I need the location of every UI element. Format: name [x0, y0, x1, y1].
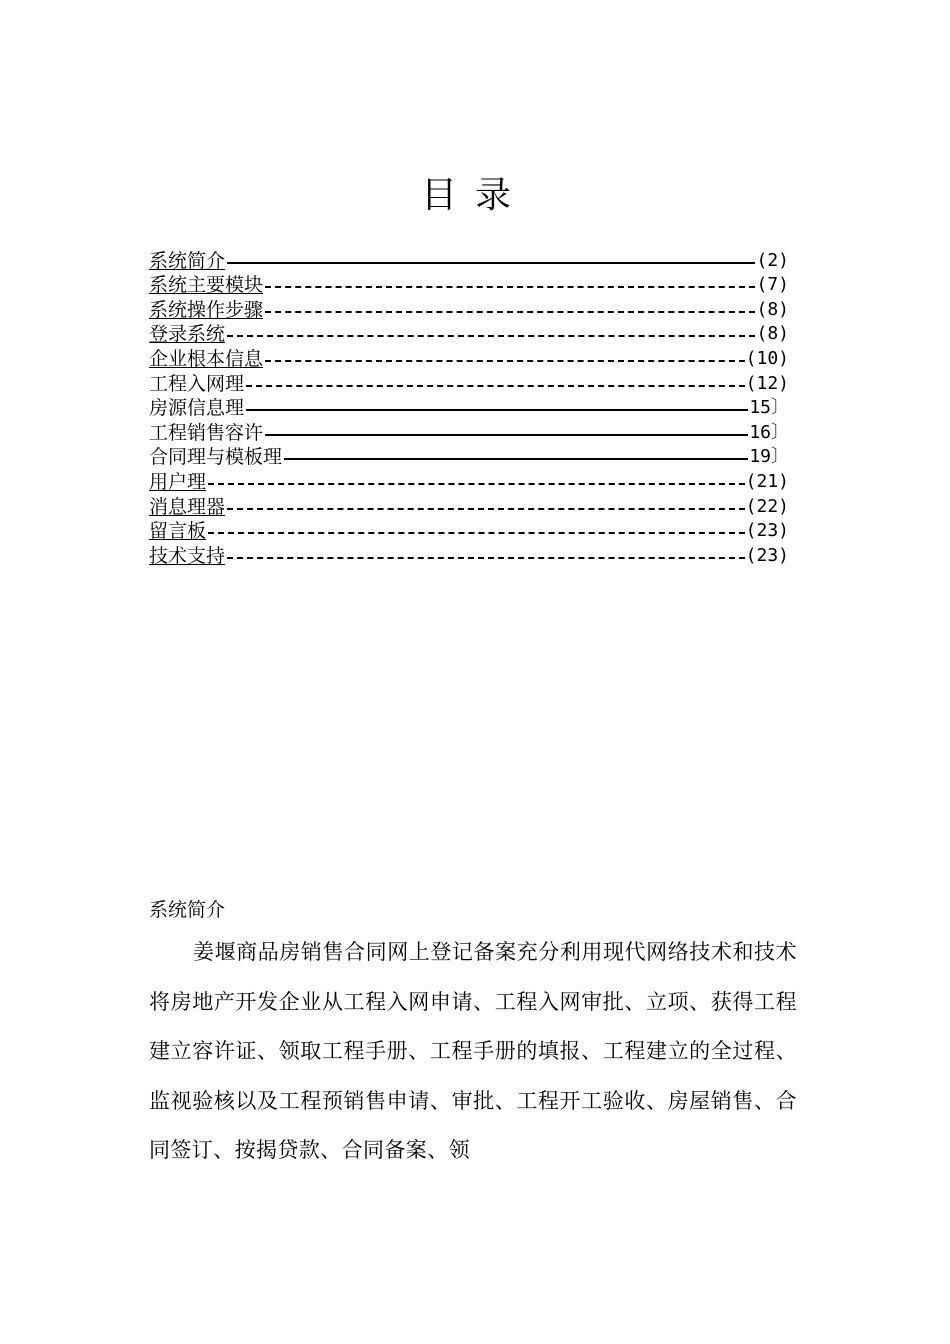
toc-leader-line: [265, 434, 748, 436]
toc-leader-line: [265, 311, 755, 313]
toc-entry[interactable]: [149, 248, 789, 273]
toc-entry-label[interactable]: 消息理器: [149, 495, 226, 518]
toc-leader-line: [208, 532, 745, 534]
toc-entry-page: (23): [745, 520, 789, 542]
toc-entry-page: (23): [745, 544, 789, 566]
toc-entry-label: 合同理与模板理: [149, 446, 283, 469]
toc-entry-label: 工程入网理: [149, 372, 245, 395]
toc-entry-label[interactable]: 系统主要模块: [149, 274, 264, 297]
toc-entry[interactable]: [149, 494, 789, 519]
toc-entry-page: 15〕: [749, 397, 789, 419]
toc-entry: [149, 445, 789, 470]
toc-leader-line: [284, 458, 748, 460]
table-of-contents: [149, 248, 789, 568]
toc-entry: [149, 396, 789, 421]
toc-entry-label[interactable]: 用户理: [149, 470, 207, 493]
section-heading: 系统简介: [149, 899, 226, 921]
toc-entry-page: (22): [745, 495, 789, 517]
toc-leader-line: [227, 508, 745, 510]
toc-entry-page: (10): [745, 347, 789, 369]
toc-title: 目录: [420, 175, 529, 216]
toc-leader-line: [227, 262, 755, 264]
toc-entry-page: (12): [745, 372, 789, 394]
toc-leader-line: [265, 360, 745, 362]
toc-entry[interactable]: [149, 346, 789, 371]
toc-entry-label: 房源信息理: [149, 397, 245, 420]
toc-entry[interactable]: [149, 519, 789, 544]
toc-entry-page: (7): [756, 274, 789, 296]
toc-entry[interactable]: [149, 322, 789, 347]
toc-entry-page: (21): [745, 470, 789, 492]
toc-leader-line: [265, 286, 755, 288]
toc-entry-label: 工程销售容许: [149, 421, 264, 444]
toc-entry[interactable]: [149, 273, 789, 298]
toc-entry-page: (8): [756, 323, 789, 345]
toc-leader-line: [208, 483, 745, 485]
toc-entry: [149, 420, 789, 445]
toc-entry-label[interactable]: 系统简介: [149, 249, 226, 272]
body-paragraph: 姜堰商品房销售合同网上登记备案充分利用现代网络技术和技术将房地产开发企业从工程入网申请、工程入网审批、立项、获得工程建立容许证、领取工程手册、工程手册的填报、工程建立的全过程、监视验核以及工程预销售申请、审批、工程开工验收、房屋销售、合同签订、按揭贷款、合同备案、领: [149, 940, 797, 1162]
toc-entry-page: 16〕: [749, 421, 789, 443]
toc-entry-page: (2): [756, 249, 789, 271]
toc-entry-page: 19〕: [749, 446, 789, 468]
toc-entry-page: (8): [756, 298, 789, 320]
toc-entry-label[interactable]: 企业根本信息: [149, 347, 264, 370]
toc-entry-label[interactable]: 留言板: [149, 520, 207, 543]
toc-leader-line: [227, 335, 755, 337]
toc-entry-label[interactable]: 登录系统: [149, 323, 226, 346]
toc-entry-label[interactable]: 技术支持: [149, 544, 226, 567]
toc-entry[interactable]: [149, 543, 789, 568]
toc-leader-line: [246, 385, 745, 387]
toc-leader-line: [227, 557, 745, 559]
toc-entry: [149, 371, 789, 396]
toc-entry[interactable]: [149, 469, 789, 494]
toc-entry-label[interactable]: 系统操作步骤: [149, 298, 264, 321]
toc-leader-line: [246, 409, 748, 411]
toc-entry[interactable]: [149, 297, 789, 322]
